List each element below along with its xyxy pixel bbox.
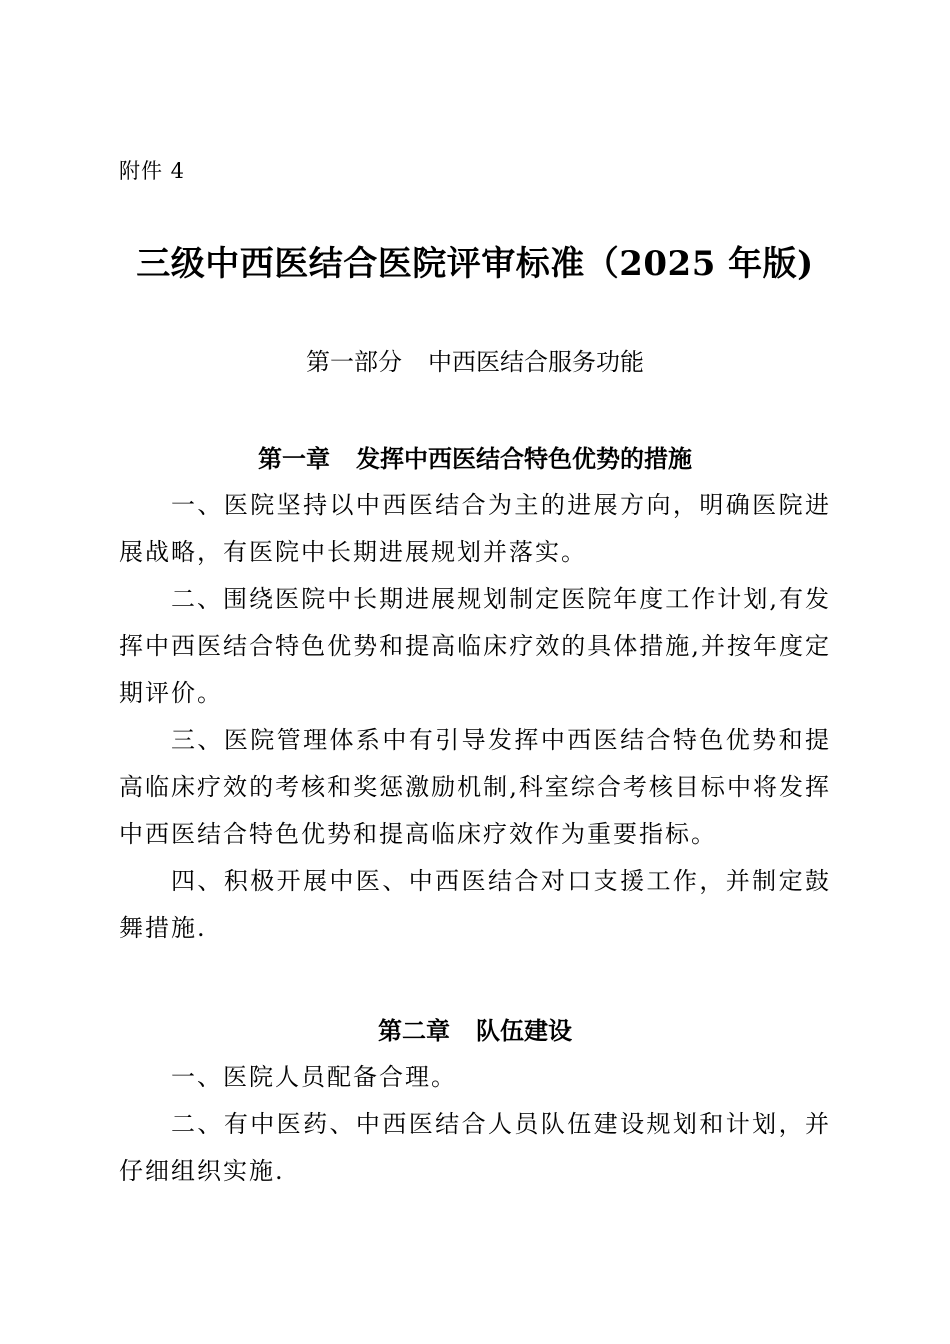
chapter-name: 发挥中西医结合特色优势的措施	[356, 444, 692, 473]
chapter-body	[119, 1054, 831, 1195]
chapter-name: 队伍建设	[476, 1016, 572, 1045]
document-title: 三级中西医结合医院评审标准（2025 年版)	[136, 244, 814, 284]
part-number: 第一部分	[306, 348, 402, 376]
paragraph: 二、围绕医院中长期进展规划制定医院年度工作计划,有发挥中西医结合特色优势和提高临床疗效的具体措施,并按年度定期评价。	[119, 585, 831, 707]
paragraph: 一、医院人员配备合理。	[171, 1063, 457, 1091]
chapter-heading	[0, 441, 950, 477]
chapter-body	[119, 482, 831, 952]
chapter-heading	[0, 1013, 950, 1049]
part-name: 中西医结合服务功能	[428, 348, 644, 376]
paragraph: 二、有中医药、中西医结合人员队伍建设规划和计划，并仔细组织实施.	[119, 1110, 831, 1185]
attachment-label: 附件 4	[119, 159, 186, 183]
paragraph: 四、积极开展中医、中西医结合对口支援工作，并制定鼓舞措施.	[119, 867, 831, 942]
chapter-number: 第二章	[378, 1016, 450, 1045]
chapter-number: 第一章	[258, 444, 330, 473]
part-heading	[0, 344, 950, 380]
paragraph: 一、医院坚持以中西医结合为主的进展方向，明确医院进展战略，有医院中长期进展规划并落实。	[119, 491, 831, 566]
paragraph: 三、医院管理体系中有引导发挥中西医结合特色优势和提高临床疗效的考核和奖惩激励机制,科室综合考核目标中将发挥中西医结合特色优势和提高临床疗效作为重要指标。	[119, 726, 831, 848]
